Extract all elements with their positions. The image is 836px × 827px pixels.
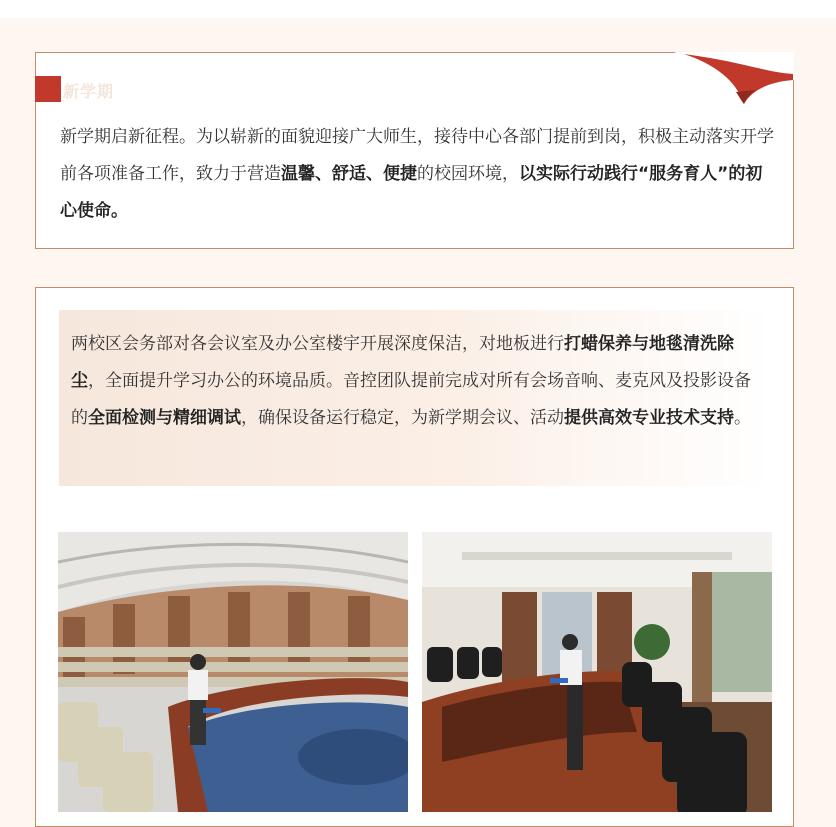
text-segment: ，确保设备运行稳定，为新学期会议、活动 bbox=[241, 408, 564, 428]
top-strip bbox=[0, 0, 836, 18]
photo-conference-room bbox=[422, 532, 772, 812]
text-segment: 。 bbox=[734, 408, 751, 428]
text-segment: ，全面提升学习办公的环境品质。音控团队提前完成对所有会场音响、麦克风及投影设备的 bbox=[71, 371, 751, 428]
bold-segment: 以实际行动践行“服务育人”的初心使命。 bbox=[60, 164, 763, 221]
cleaning-paragraph bbox=[71, 326, 761, 437]
section-badge: 新学期 bbox=[63, 82, 115, 101]
bold-segment: 打蜡保养与地毯清洗除尘 bbox=[71, 334, 734, 391]
text-segment: 的校园环境， bbox=[417, 164, 519, 184]
intro-paragraph bbox=[60, 119, 774, 230]
photo-lecture-hall bbox=[58, 532, 408, 812]
bold-segment: 全面检测与精细调试 bbox=[88, 408, 241, 428]
badge-ribbon bbox=[35, 76, 61, 102]
highlight-box bbox=[59, 310, 771, 486]
page-curl-decoration bbox=[674, 52, 794, 112]
cleaning-card bbox=[35, 287, 794, 827]
intro-card bbox=[35, 52, 794, 249]
bold-segment: 温馨、舒适、便捷 bbox=[281, 164, 417, 184]
text-segment: 两校区会务部对各会议室及办公室楼宇开展深度保洁，对地板进行 bbox=[71, 334, 564, 354]
text-segment: 新学期启新征程。为以崭新的面貌迎接广大师生，接待中心各部门提前到岗，积极主动落实开学前各项准备工作，致力于营造 bbox=[60, 127, 774, 184]
bold-segment: 提供高效专业技术支持 bbox=[564, 408, 734, 428]
